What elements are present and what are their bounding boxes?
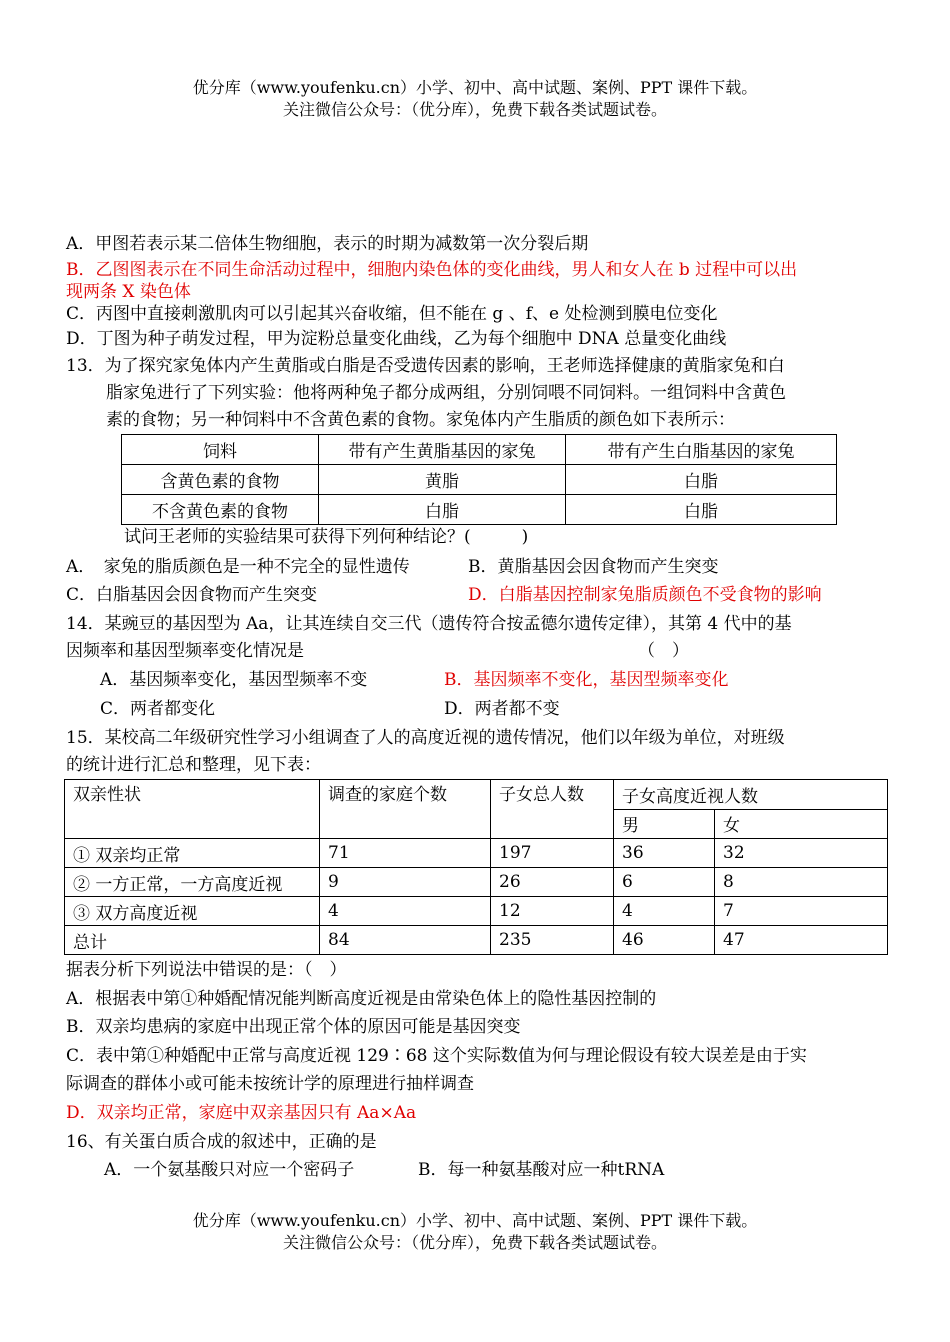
- q12-option-c: C．丙图中直接刺激肌肉可以引起其兴奋收缩，但不能在 g 、f、e 处检测到膜电位变化: [66, 304, 718, 324]
- table-cell: ③ 双方高度近视: [65, 897, 320, 926]
- q13-option-d: D．白脂基因控制家兔脂质颜色不受食物的影响: [468, 585, 822, 605]
- table-cell: 4: [320, 897, 491, 926]
- q15-table: [64, 779, 888, 955]
- q15-option-c-line2: 际调查的群体小或可能未按统计学的原理进行抽样调查: [66, 1074, 474, 1094]
- q15-option-a: A．根据表中第①种婚配情况能判断高度近视是由常染色体上的隐性基因控制的: [66, 989, 657, 1009]
- table-header-cell: 男: [614, 809, 715, 839]
- q13-stem-1: 13．为了探究家兔体内产生黄脂或白脂是否受遗传因素的影响，王老师选择健康的黄脂家兔和白: [66, 356, 785, 376]
- header-line-2: 关注微信公众号：（优分库），免费下载各类试题试卷。: [282, 100, 667, 119]
- table-cell: 总计: [65, 926, 320, 955]
- table-cell: 8: [715, 868, 888, 897]
- q14-option-d: D．两者都不变: [444, 699, 560, 719]
- q13-option-a: A． 家兔的脂质颜色是一种不完全的显性遗传: [66, 557, 410, 577]
- q13-stem-3: 素的食物；另一种饲料中不含黄色素的食物。家兔体内产生脂质的颜色如下表所示：: [106, 410, 735, 430]
- q13-option-c: C．白脂基因会因食物而产生突变: [66, 585, 318, 605]
- q12-option-b-line1: B．乙图图表示在不同生命活动过程中，细胞内染色体的变化曲线，男人和女人在 b 过程中可以出: [66, 260, 798, 280]
- table-cell: 235: [491, 926, 614, 955]
- q13-option-b: B．黄脂基因会因食物而产生突变: [468, 557, 719, 577]
- q12-option-d: D．丁图为种子萌发过程，甲为淀粉总量变化曲线，乙为每个细胞中 DNA 总量变化曲线: [66, 329, 727, 349]
- q12-option-a: A．甲图若表示某二倍体生物细胞，表示的时期为减数第一次分裂后期: [66, 234, 589, 254]
- q15-stem-2: 的统计进行汇总和整理，见下表：: [66, 755, 321, 775]
- q16-option-b: B．每一种氨基酸对应一种tRNA: [418, 1160, 665, 1180]
- q15-question: 据表分析下列说法中错误的是：（ ）: [66, 960, 347, 980]
- table-row: [65, 868, 888, 897]
- table-cell: 白脂: [319, 495, 566, 525]
- table-cell: 47: [715, 926, 888, 955]
- table-cell: ② 一方正常，一方高度近视: [65, 868, 320, 897]
- table-header-cell: 双亲性状: [65, 780, 320, 839]
- q14-stem-2: 因频率和基因型频率变化情况是: [66, 641, 304, 661]
- table-cell: ① 双亲均正常: [65, 839, 320, 868]
- q15-option-c-line1: C．表中第①种婚配中正常与高度近视 129∶68 这个实际数值为何与理论假设有较大误差是由于实: [66, 1046, 807, 1066]
- table-header-cell: 饲料: [122, 435, 319, 465]
- table-row: [122, 465, 837, 495]
- table-cell: 12: [491, 897, 614, 926]
- q14-option-c: C．两者都变化: [100, 699, 216, 719]
- q12-option-b-line2: 现两条 X 染色体: [66, 282, 191, 302]
- table-header-cell: 子女总人数: [491, 780, 614, 839]
- table-header-cell: 调查的家庭个数: [320, 780, 491, 839]
- table-cell: 4: [614, 897, 715, 926]
- table-header-cell: 带有产生黄脂基因的家兔: [319, 435, 566, 465]
- q14-option-a: A．基因频率变化，基因型频率不变: [100, 670, 368, 690]
- table-cell: 白脂: [566, 465, 837, 495]
- table-cell: 不含黄色素的食物: [122, 495, 319, 525]
- table-header-cell: 带有产生白脂基因的家兔: [566, 435, 837, 465]
- table-cell: 7: [715, 897, 888, 926]
- q16-option-a: A．一个氨基酸只对应一个密码子: [104, 1160, 355, 1180]
- table-header-row: [122, 435, 837, 465]
- table-row: [122, 495, 837, 525]
- table-cell: 6: [614, 868, 715, 897]
- header-line-1: 优分库（www.youfenku.cn）小学、初中、高中试题、案例、PPT 课件下载。: [192, 78, 758, 97]
- table-cell: 71: [320, 839, 491, 868]
- table-row: [65, 897, 888, 926]
- table-cell: 197: [491, 839, 614, 868]
- table-cell: 白脂: [566, 495, 837, 525]
- q15-option-d: D．双亲均正常，家庭中双亲基因只有 Aa×Aa: [66, 1103, 417, 1123]
- q13-table: [121, 434, 837, 525]
- q13-stem-2: 脂家兔进行了下列实验：他将两种兔子都分成两组，分别饲喂不同饲料。一组饲料中含黄色: [106, 383, 786, 403]
- table-cell: 黄脂: [319, 465, 566, 495]
- table-header-cell: 子女高度近视人数: [614, 780, 888, 810]
- table-cell: 32: [715, 839, 888, 868]
- q15-option-b: B．双亲均患病的家庭中出现正常个体的原因可能是基因突变: [66, 1017, 521, 1037]
- q15-stem-1: 15．某校高二年级研究性学习小组调查了人的高度近视的遗传情况，他们以年级为单位，对班级: [66, 728, 785, 748]
- table-cell: 84: [320, 926, 491, 955]
- table-cell: 46: [614, 926, 715, 955]
- footer-line-1: 优分库（www.youfenku.cn）小学、初中、高中试题、案例、PPT 课件下载。: [192, 1211, 758, 1230]
- q13-question: 试问王老师的实验结果可获得下列何种结论？( ): [124, 527, 529, 547]
- table-row: [65, 839, 888, 868]
- table-header-row: [65, 780, 888, 810]
- table-cell: 36: [614, 839, 715, 868]
- table-header-cell: 女: [715, 809, 888, 839]
- q14-paren: （ ）: [638, 641, 689, 661]
- q16-stem: 16、有关蛋白质合成的叙述中，正确的是: [66, 1132, 377, 1152]
- table-cell: 含黄色素的食物: [122, 465, 319, 495]
- q14-stem-1: 14．某豌豆的基因型为 Aa，让其连续自交三代（遗传符合按孟德尔遗传定律），其第 4 代中的基: [66, 614, 792, 634]
- table-row: [65, 926, 888, 955]
- table-cell: 26: [491, 868, 614, 897]
- footer-line-2: 关注微信公众号：（优分库），免费下载各类试题试卷。: [282, 1233, 667, 1252]
- table-cell: 9: [320, 868, 491, 897]
- q14-option-b: B．基因频率不变化，基因型频率变化: [444, 670, 729, 690]
